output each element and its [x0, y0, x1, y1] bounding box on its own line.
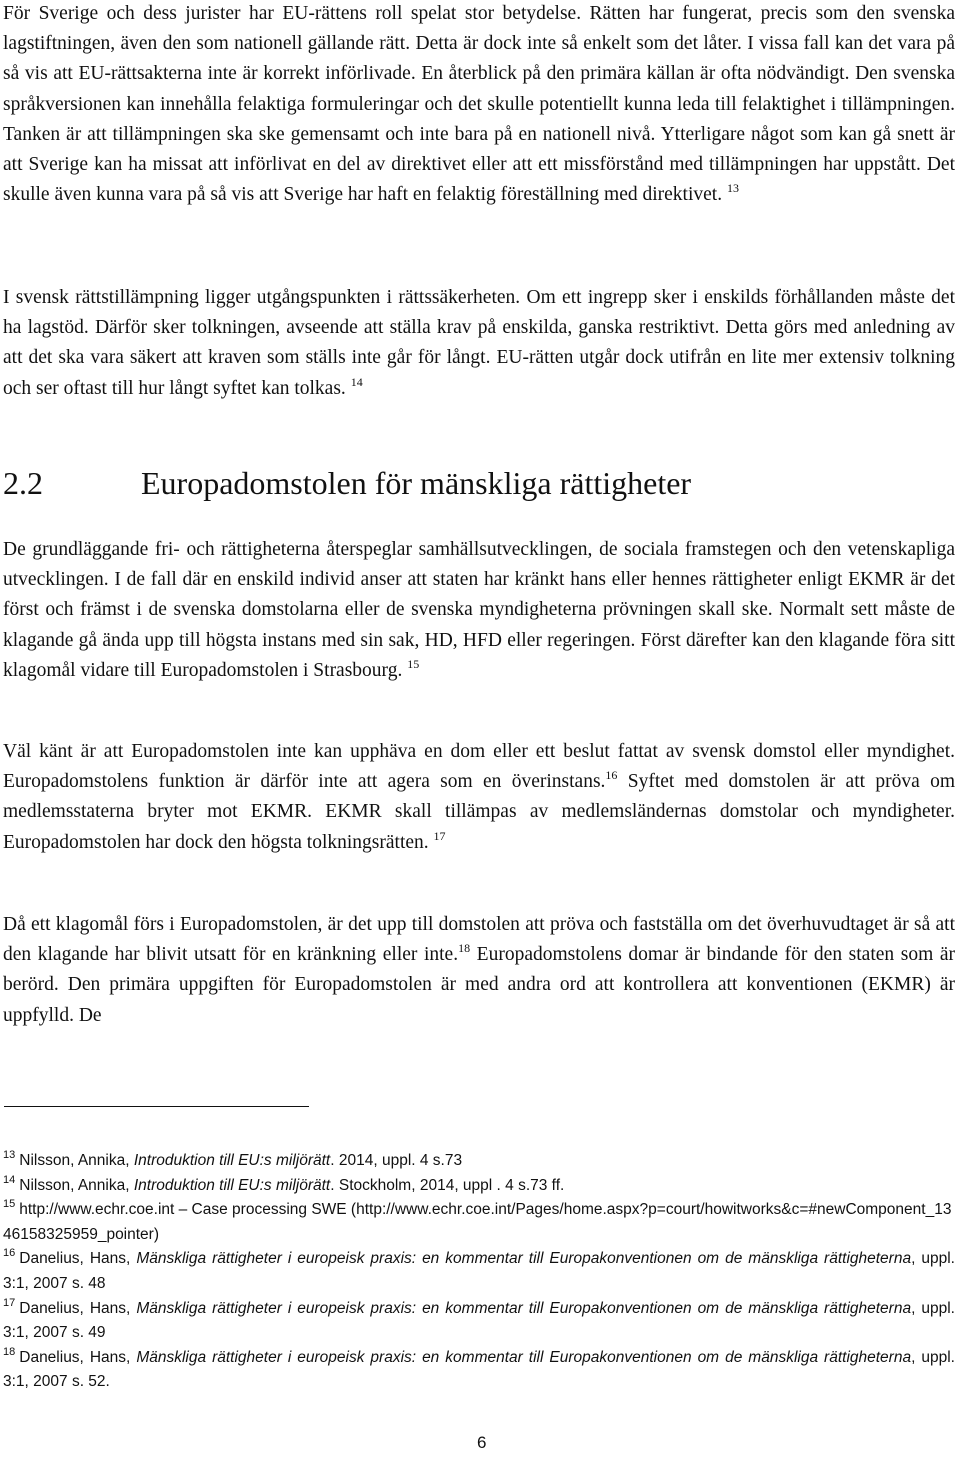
- paragraph-text: Syftet med domstolen är att pröva om medlemsstaterna bryter mot EKMR. EKMR skall tillämpas av medlemsländernas domstolar och myndigheter. Europadomstolen har dock den högsta tolkningsrätten.: [3, 771, 955, 853]
- footnote-ref: 18: [458, 941, 471, 956]
- footnote-ref: 16: [605, 768, 618, 783]
- footnote-title: Introduktion till EU:s miljörätt: [133, 1152, 331, 1169]
- footnote-ref: 14: [350, 374, 363, 389]
- body-paragraph: [3, 535, 955, 686]
- footnote: [3, 1247, 955, 1296]
- paragraph-text: Väl känt är att Europadomstolen inte kan upphäva en dom eller ett beslut fattat av svensk domstol eller myndighet. Europadomstolens funktion är därför inte att agera som en överinstans.: [3, 741, 955, 793]
- footnote-text: . 2014, uppl. 4 s.73: [330, 1152, 463, 1169]
- footnote-title: Mänskliga rättigheter i europeisk praxis: en kommentar till Europakonventionen om de mänskliga rättigheterna: [136, 1299, 912, 1317]
- section-heading: [3, 462, 955, 504]
- footnote-number: 15: [3, 1198, 16, 1211]
- footnote: [3, 1346, 955, 1395]
- page-number: 6: [477, 1433, 487, 1452]
- footnote-link[interactable]: http://www.echr.coe.int – Case processing SWE (http://www.echr.coe.int/Pages/home.aspx?p=court/howitworks&c=#newComponent_1346158325959_pointer): [3, 1201, 952, 1243]
- footnote-title: Mänskliga rättigheter i europeisk praxis: en kommentar till Europakonventionen om de mänskliga rättigheterna: [136, 1348, 912, 1366]
- footnote-text: Nilsson, Annika,: [19, 1176, 134, 1194]
- body-paragraph: [3, 910, 955, 1031]
- footnote-number: 17: [3, 1296, 16, 1309]
- footnotes: [3, 1149, 955, 1395]
- footnote-text: . Stockholm, 2014, uppl . 4 s.73 ff.: [330, 1176, 565, 1194]
- footnote: [3, 1174, 955, 1199]
- footnote-title: Introduktion till EU:s miljörätt: [133, 1176, 331, 1194]
- footnote-title: Mänskliga rättigheter i europeisk praxis: en kommentar till Europakonventionen om de mänskliga rättigheterna: [136, 1250, 912, 1268]
- footnote-separator: [4, 1106, 309, 1107]
- body-paragraph: [3, 737, 955, 858]
- footnote-text: Danelius, Hans,: [19, 1299, 137, 1317]
- footnote: [3, 1149, 955, 1174]
- body-paragraph: [3, 0, 955, 210]
- footnote-number: 13: [3, 1149, 16, 1161]
- paragraph-text: Då ett klagomål förs i Europadomstolen, är det upp till domstolen att pröva och fastställa om det överhuvudtaget är så att den klagande har blivit utsatt för en kränkning eller inte.: [3, 914, 955, 966]
- footnote-number: 18: [3, 1345, 16, 1358]
- footnote-text: , uppl. 3:1, 2007 s. 49: [3, 1299, 955, 1342]
- footnote-ref: 17: [433, 828, 446, 843]
- footnote-number: 16: [3, 1247, 16, 1260]
- footnote-text: Danelius, Hans,: [19, 1348, 137, 1366]
- footnote-number: 14: [3, 1173, 16, 1186]
- footnote-ref: 15: [407, 656, 420, 671]
- paragraph-text: För Sverige och dess jurister har EU-rättens roll spelat stor betydelse. Rätten har fungerat, precis som den svenska lagstiftningen, även den som nationell gällande rätt. Detta är dock inte så enkelt som det låter. I vissa fall kan det vara på så vis att EU-rättsakterna inte är korrekt införlivade. En återblick på den primära källan är ofta nödvändigt. Den svenska språkversionen kan innehålla felaktiga formuleringar och det skulle potentiellt kunna leda till felaktighet i tillämpningen. Tanken är att tillämpningen ska ske gemensamt och inte bara på en nationell nivå. Ytterligare något som kan gå snett är att Sverige kan ha missat att införlivat en del av direktivet eller att ett missförstånd med tillämpningen har uppstått. Det skulle även kunna vara på så vis att Sverige har haft en felaktig föreställning med direktivet.: [3, 3, 955, 206]
- footnote-text: , uppl. 3:1, 2007 s. 52.: [3, 1348, 955, 1391]
- footnote-text: , uppl. 3:1, 2007 s. 48: [3, 1250, 955, 1292]
- section-title: Europadomstolen för mänskliga rättigheter: [141, 465, 692, 501]
- footnote-text: Danelius, Hans,: [19, 1250, 137, 1268]
- footnote: [3, 1198, 955, 1247]
- paragraph-text: De grundläggande fri- och rättigheterna återspeglar samhällsutvecklingen, de sociala framstegen och den vetenskapliga utvecklingen. I de fall där en enskild individ anser att staten har kränkt hans eller hennes rättigheter enligt EKMR är det först och främst i de svenska domstolarna eller de svenska myndigheterna prövningen skall ske. Normalt sett måste de klagande gå ända upp till högsta instans med sin sak, HD, HFD eller regeringen. Först därefter kan den klagande föra sitt klagomål vidare till Europadomstolen i Strasbourg.: [3, 539, 955, 681]
- paragraph-text: I svensk rättstillämpning ligger utgångspunkten i rättssäkerheten. Om ett ingrepp sker i enskilds förhållanden måste det ha lagstöd. Därför sker tolkningen, avseende att ställa krav på enskilda, ganska restriktivt. Detta görs med anledning av att det ska vara säkert att kraven som ställs inte går för långt. EU-rätten utgår dock utifrån en lite mer extensiv tolkning och ser oftast till hur långt syftet kan tolkas.: [3, 287, 955, 399]
- paragraph-text: Europadomstolens domar är bindande för den staten som är berörd. Den primära uppgiften för Europadomstolen är med andra ord att kontrollera att konventionen (EKMR) är uppfylld. De: [3, 944, 955, 1026]
- footnote-text: Nilsson, Annika,: [19, 1152, 134, 1169]
- body-paragraph: [3, 283, 955, 404]
- footnote: [3, 1297, 955, 1346]
- section-number: 2.2: [3, 465, 43, 501]
- footnote-ref: 13: [726, 181, 739, 196]
